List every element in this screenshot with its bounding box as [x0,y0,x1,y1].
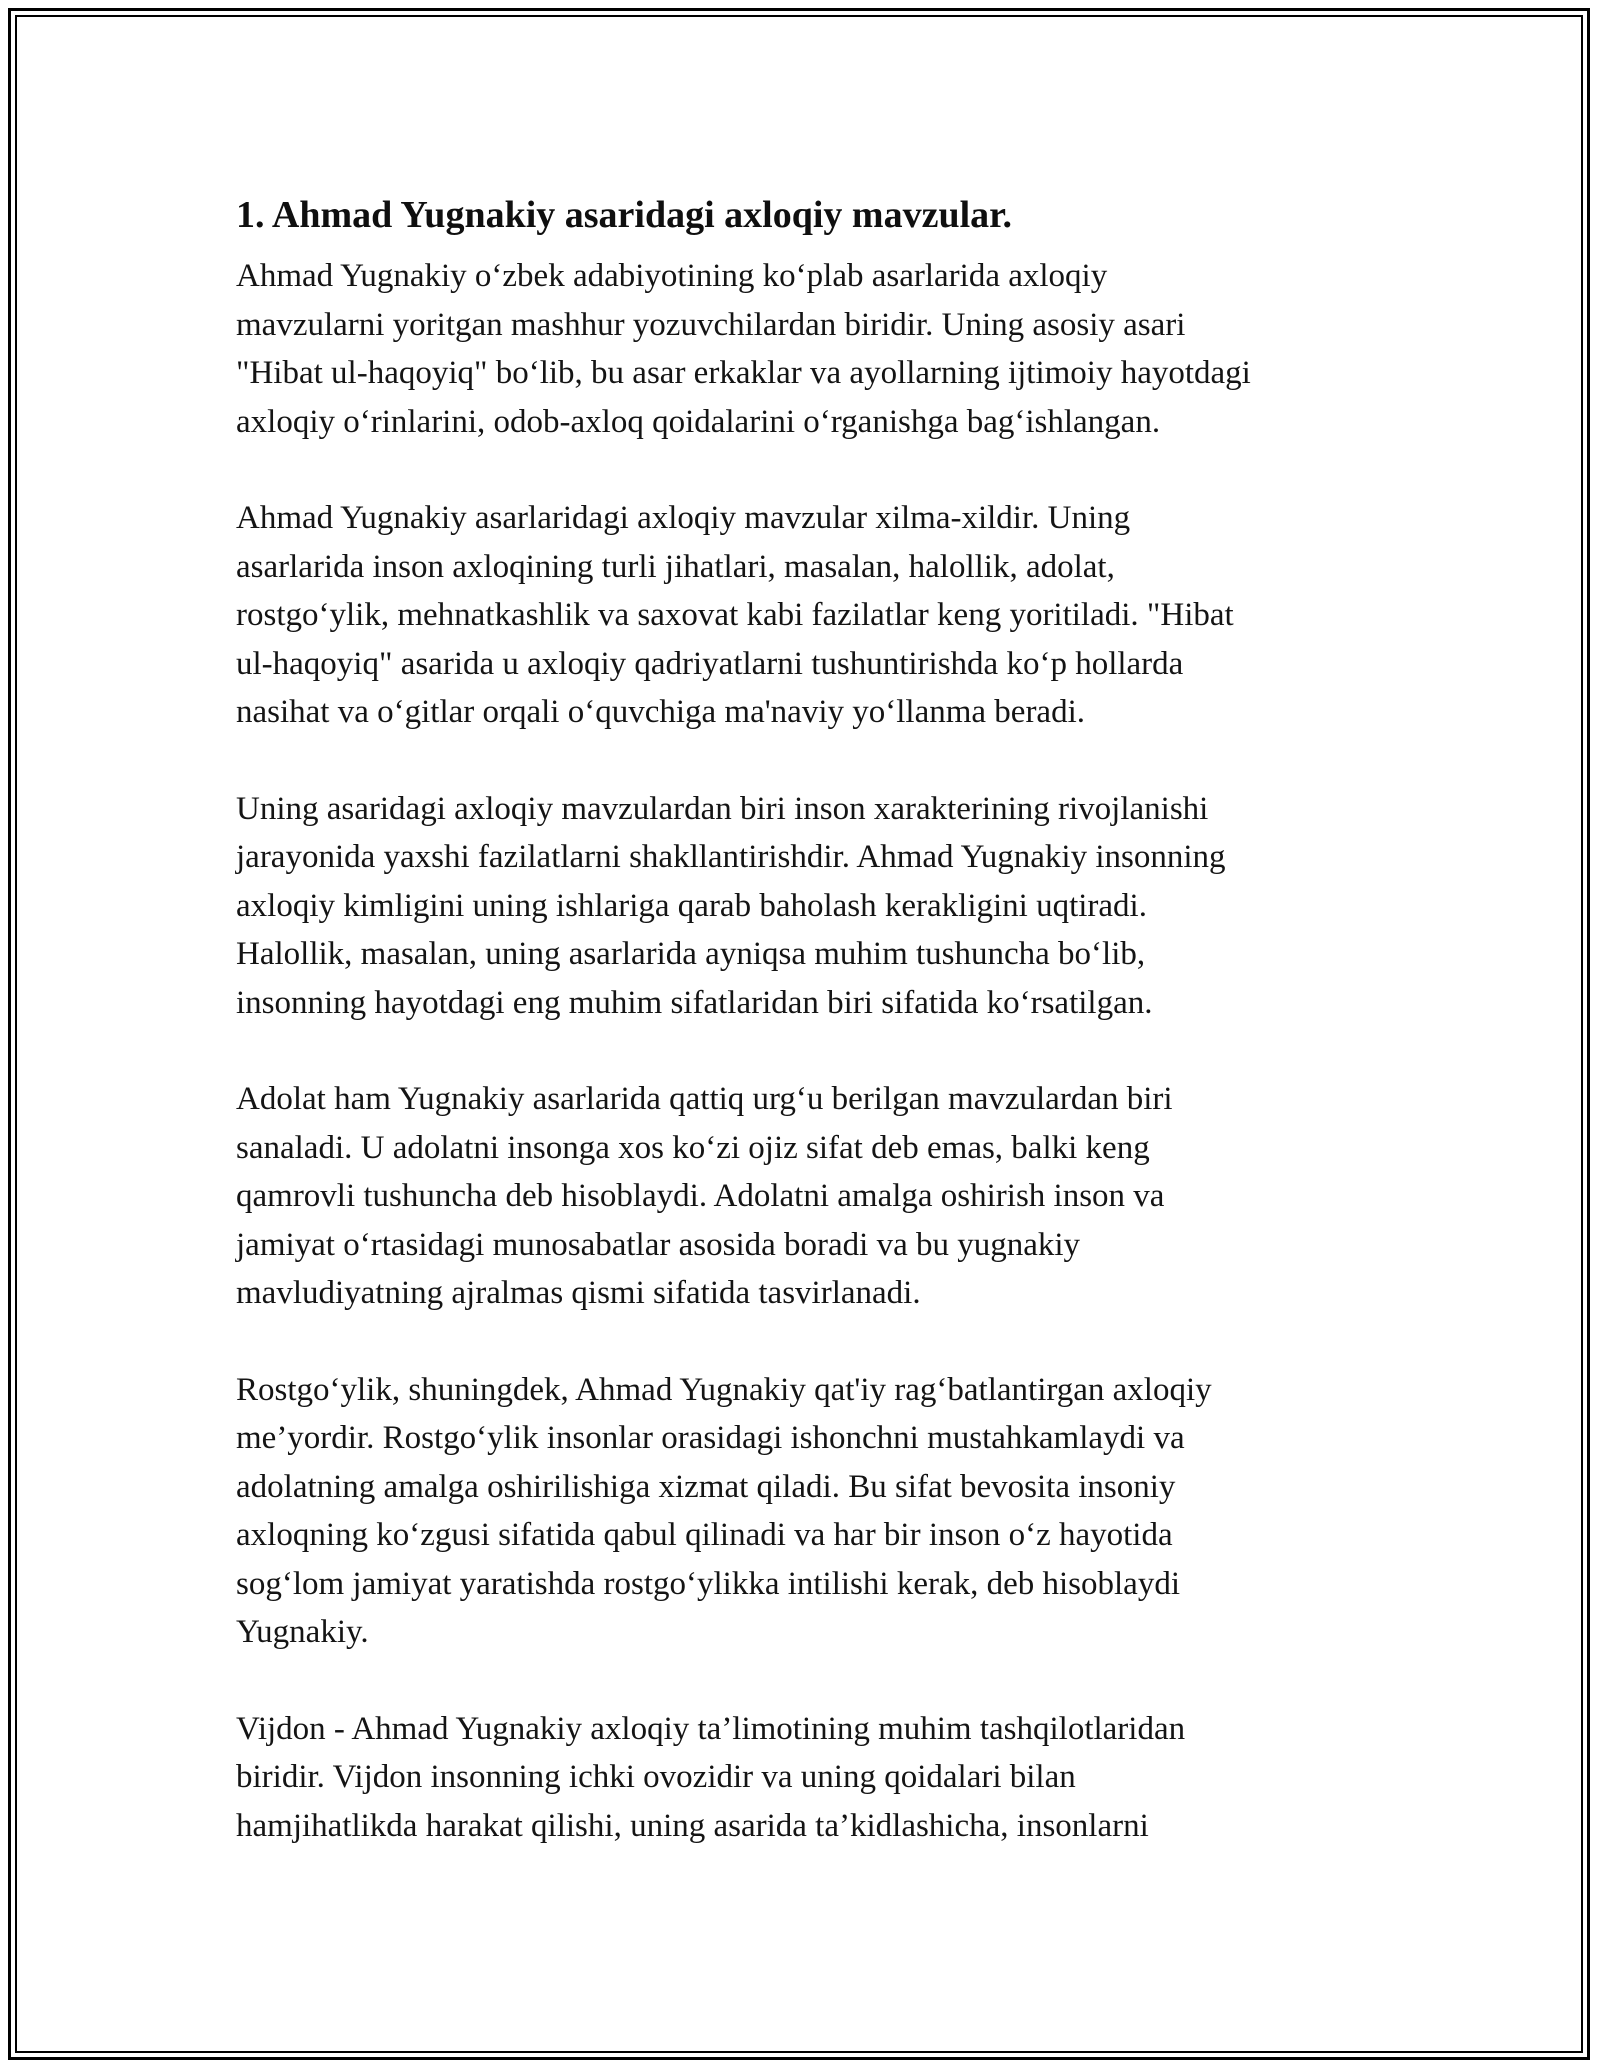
section-heading: 1. Ahmad Yugnakiy asaridagi axloqiy mavzular. [236,194,1013,236]
text-line: axloqiy o‘rinlarini, odob-axloq qoidalarini o‘rganishga bag‘ishlangan. [236,403,1161,440]
paragraph-2 [236,494,1376,737]
document-body [236,182,1376,1898]
text-line: "Hibat ul-haqoyiq" bo‘lib, bu asar erkaklar va ayollarning ijtimoiy hayotdagi [236,355,1251,391]
paragraph-3 [236,785,1376,1028]
text-line: Uning asaridagi axloqiy mavzulardan biri inson xarakterining rivojlanishi [236,790,1209,827]
paragraph-5 [236,1366,1376,1657]
text-line: axloqiy kimligini uning ishlariga qarab baholash kerakligini uqtiradi. [236,887,1147,924]
text-line: adolatning amalga oshirilishiga xizmat qiladi. Bu sifat bevosita insoniy [236,1468,1176,1505]
text-line: sanaladi. U adolatni insonga xos ko‘zi ojiz sifat deb emas, balki keng [236,1129,1150,1166]
text-line: qamrovli tushuncha deb hisoblaydi. Adolatni amalga oshirish inson va [236,1178,1165,1214]
paragraph-1 [236,252,1376,446]
text-line: asarlarida inson axloqining turli jihatlari, masalan, halollik, adolat, [236,548,1115,585]
text-line: Ahmad Yugnakiy o‘zbek adabiyotining ko‘plab asarlarida axloqiy [236,258,1108,294]
text-line: jamiyat o‘rtasidagi munosabatlar asosida boradi va bu yugnakiy [236,1226,1081,1263]
text-line: biridir. Vijdon insonning ichki ovozidir va uning qoidalari bilan [236,1759,1076,1795]
text-line: Ahmad Yugnakiy asarlaridagi axloqiy mavzular xilma-xildir. Uning [236,500,1131,536]
text-line: ul-haqoyiq" asarida u axloqiy qadriyatlarni tushuntirishda ko‘p hollarda [236,645,1184,682]
text-line: mavludiyatning ajralmas qismi sifatida tasvirlanadi. [236,1275,921,1311]
paragraph-6 [236,1705,1376,1851]
text-line: Halollik, masalan, uning asarlarida ayniqsa muhim tushuncha bo‘lib, [236,936,1146,972]
paragraph-4 [236,1075,1376,1318]
text-line: mavzularni yoritgan mashhur yozuvchilardan biridir. Uning asosiy asari [236,306,1186,343]
text-line: axloqning ko‘zgusi sifatida qabul qilinadi va har bir inson o‘z hayotida [236,1517,1173,1553]
text-line: Yugnakiy. [236,1614,369,1650]
text-line: hamjihatlikda harakat qilishi, uning asarida ta’kidlashicha, insonlarni [236,1807,1149,1844]
text-line: me’yordir. Rostgo‘ylik insonlar orasidagi ishonchni mustahkamlaydi va [236,1420,1185,1456]
text-line: Rostgo‘ylik, shuningdek, Ahmad Yugnakiy qat'iy rag‘batlantirgan axloqiy [236,1371,1212,1408]
text-line: insonning hayotdagi eng muhim sifatlaridan biri sifatida ko‘rsatilgan. [236,984,1153,1021]
text-line: sog‘lom jamiyat yaratishda rostgo‘ylikka intilishi kerak, deb hisoblaydi [236,1565,1180,1602]
text-line: Adolat ham Yugnakiy asarlarida qattiq urg‘u berilgan mavzulardan biri [236,1081,1173,1117]
text-line: rostgo‘ylik, mehnatkashlik va saxovat kabi fazilatlar keng yoritiladi. "Hibat [236,597,1234,633]
text-line: jarayonida yaxshi fazilatlarni shakllantirishdir. Ahmad Yugnakiy insonning [236,839,1226,875]
text-line: nasihat va o‘gitlar orqali o‘quvchiga ma'naviy yo‘llanma beradi. [236,694,1085,730]
text-line: Vijdon - Ahmad Yugnakiy axloqiy ta’limotining muhim tashqilotlaridan [236,1710,1186,1747]
